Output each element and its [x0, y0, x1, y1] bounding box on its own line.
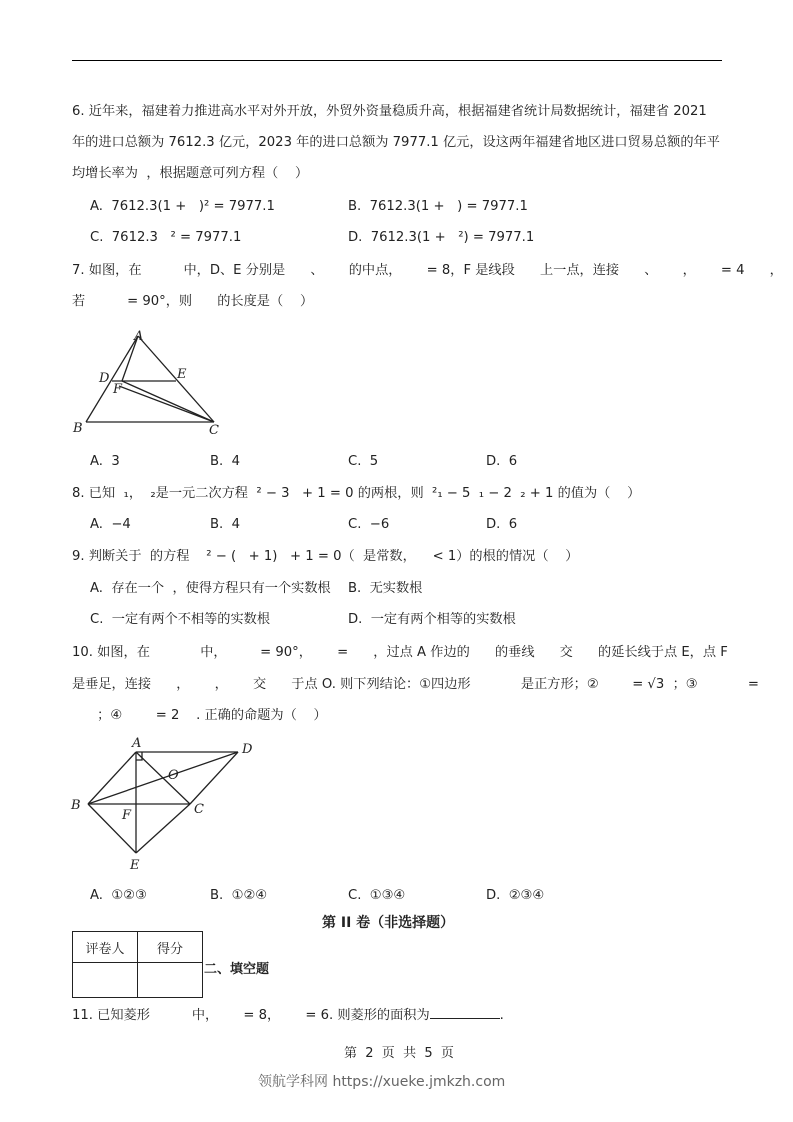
score-table-header-score: 得分: [138, 932, 203, 963]
q8-option-b: B. 4: [210, 517, 241, 532]
q7-line-1: 7. 如图，在 中，D、E 分别是 、 的中点， = 8，F 是线段 上一点，连接 、 ， = 4 ，: [72, 263, 783, 278]
q7-triangle-figure: [70, 328, 230, 438]
q6-line-1: 6. 近年来，福建着力推进高水平对外开放，外贸外资量稳质升高，根据福建省统计局数据统计，福建省 2021: [72, 104, 707, 119]
q8-option-c: C. −6: [348, 517, 390, 532]
q9-line-1: 9. 判断关于 的方程 ² − ( + 1) + 1 = 0（ 是常数， < 1）的根的情况（ ）: [72, 549, 579, 564]
header-rule: [72, 60, 722, 61]
label-a: A: [134, 329, 144, 344]
q9-option-b: B. 无实数根: [348, 581, 423, 596]
label-o: O: [168, 768, 179, 783]
page-footer: 第 2 页 共 5 页: [344, 1046, 454, 1061]
score-table-score-cell: [138, 963, 203, 998]
q11-answer-blank: [430, 1006, 500, 1019]
q10-option-a: A. ①②③: [90, 888, 147, 903]
segment-fc-2: [119, 386, 214, 422]
label-f: F: [113, 382, 123, 397]
q7-option-d: D. 6: [486, 454, 518, 469]
q9-option-a: A. 存在一个 ，使得方程只有一个实数根: [90, 581, 331, 596]
label-a: A: [132, 736, 142, 751]
label-d: D: [99, 371, 110, 386]
q10-square-figure: [68, 735, 268, 875]
part2-title: 第 II 卷（非选择题）: [322, 915, 455, 931]
segment-ac: [138, 336, 214, 422]
label-b: B: [73, 421, 83, 436]
q11-text: 11. 已知菱形 中， = 8， = 6. 则菱形的面积为: [72, 1008, 430, 1023]
q10-option-d: D. ②③④: [486, 888, 545, 903]
q11-end: .: [499, 1008, 504, 1023]
q7-option-c: C. 5: [348, 454, 379, 469]
q6-line-3: 均增长率为 ，根据题意可列方程（ ）: [72, 166, 309, 181]
q10-option-b: B. ①②④: [210, 888, 268, 903]
label-c: C: [194, 802, 204, 817]
q6-line-2: 年的进口总额为 7612.3 亿元，2023 年的进口总额为 7977.1 亿元，设这两年福建省地区进口贸易总额的年平: [72, 135, 720, 150]
segment-fc: [122, 381, 214, 422]
score-table-grader-cell: [73, 963, 138, 998]
q6-option-a: A. 7612.3(1 + )² = 7977.1: [90, 199, 275, 214]
label-c: C: [209, 423, 219, 438]
score-table-header-grader: 评卷人: [73, 932, 138, 963]
q8-line-1: 8. 已知 ₁， ₂是一元二次方程 ² − 3 + 1 = 0 的两根，则 ²₁ − 5 ₁ − 2 ₂ + 1 的值为（ ）: [72, 486, 641, 501]
q10-line-3: ；④ = 2 . 正确的命题为（ ）: [72, 708, 327, 723]
segment-bd: [88, 752, 238, 804]
score-table: [72, 931, 203, 998]
label-e: E: [130, 858, 140, 873]
q9-option-d: D. 一定有两个相等的实数根: [348, 612, 516, 627]
q7-option-a: A. 3: [90, 454, 120, 469]
q8-option-d: D. 6: [486, 517, 518, 532]
q11-line-1: [72, 1006, 504, 1024]
segment-ab: [86, 336, 138, 422]
q9-option-c: C. 一定有两个不相等的实数根: [90, 612, 271, 627]
q10-line-1: 10. 如图，在 中， = 90°， = ，过点 A 作边的 的垂线 交 的延长线于点 E，点 F: [72, 645, 728, 660]
q6-option-c: C. 7612.3 ² = 7977.1: [90, 230, 242, 245]
watermark: 领航学科网 https://xueke.jmkzh.com: [258, 1074, 506, 1090]
q7-line-2: 若 = 90°，则 的长度是（ ）: [72, 294, 314, 309]
q6-option-d: D. 7612.3(1 + ²) = 7977.1: [348, 230, 535, 245]
q8-option-a: A. −4: [90, 517, 131, 532]
label-e: E: [177, 367, 187, 382]
q10-option-c: C. ①③④: [348, 888, 406, 903]
segment-ec: [136, 804, 190, 853]
q10-line-2: 是垂足，连接 ， ， 交 于点 O. 则下列结论：①四边形 是正方形；② = √3 ；③ =: [72, 677, 759, 692]
label-f: F: [122, 808, 132, 823]
section-title: 二、填空题: [204, 962, 270, 977]
label-d: D: [242, 742, 253, 757]
q6-option-b: B. 7612.3(1 + ) = 7977.1: [348, 199, 528, 214]
label-b: B: [71, 798, 81, 813]
q7-option-b: B. 4: [210, 454, 241, 469]
